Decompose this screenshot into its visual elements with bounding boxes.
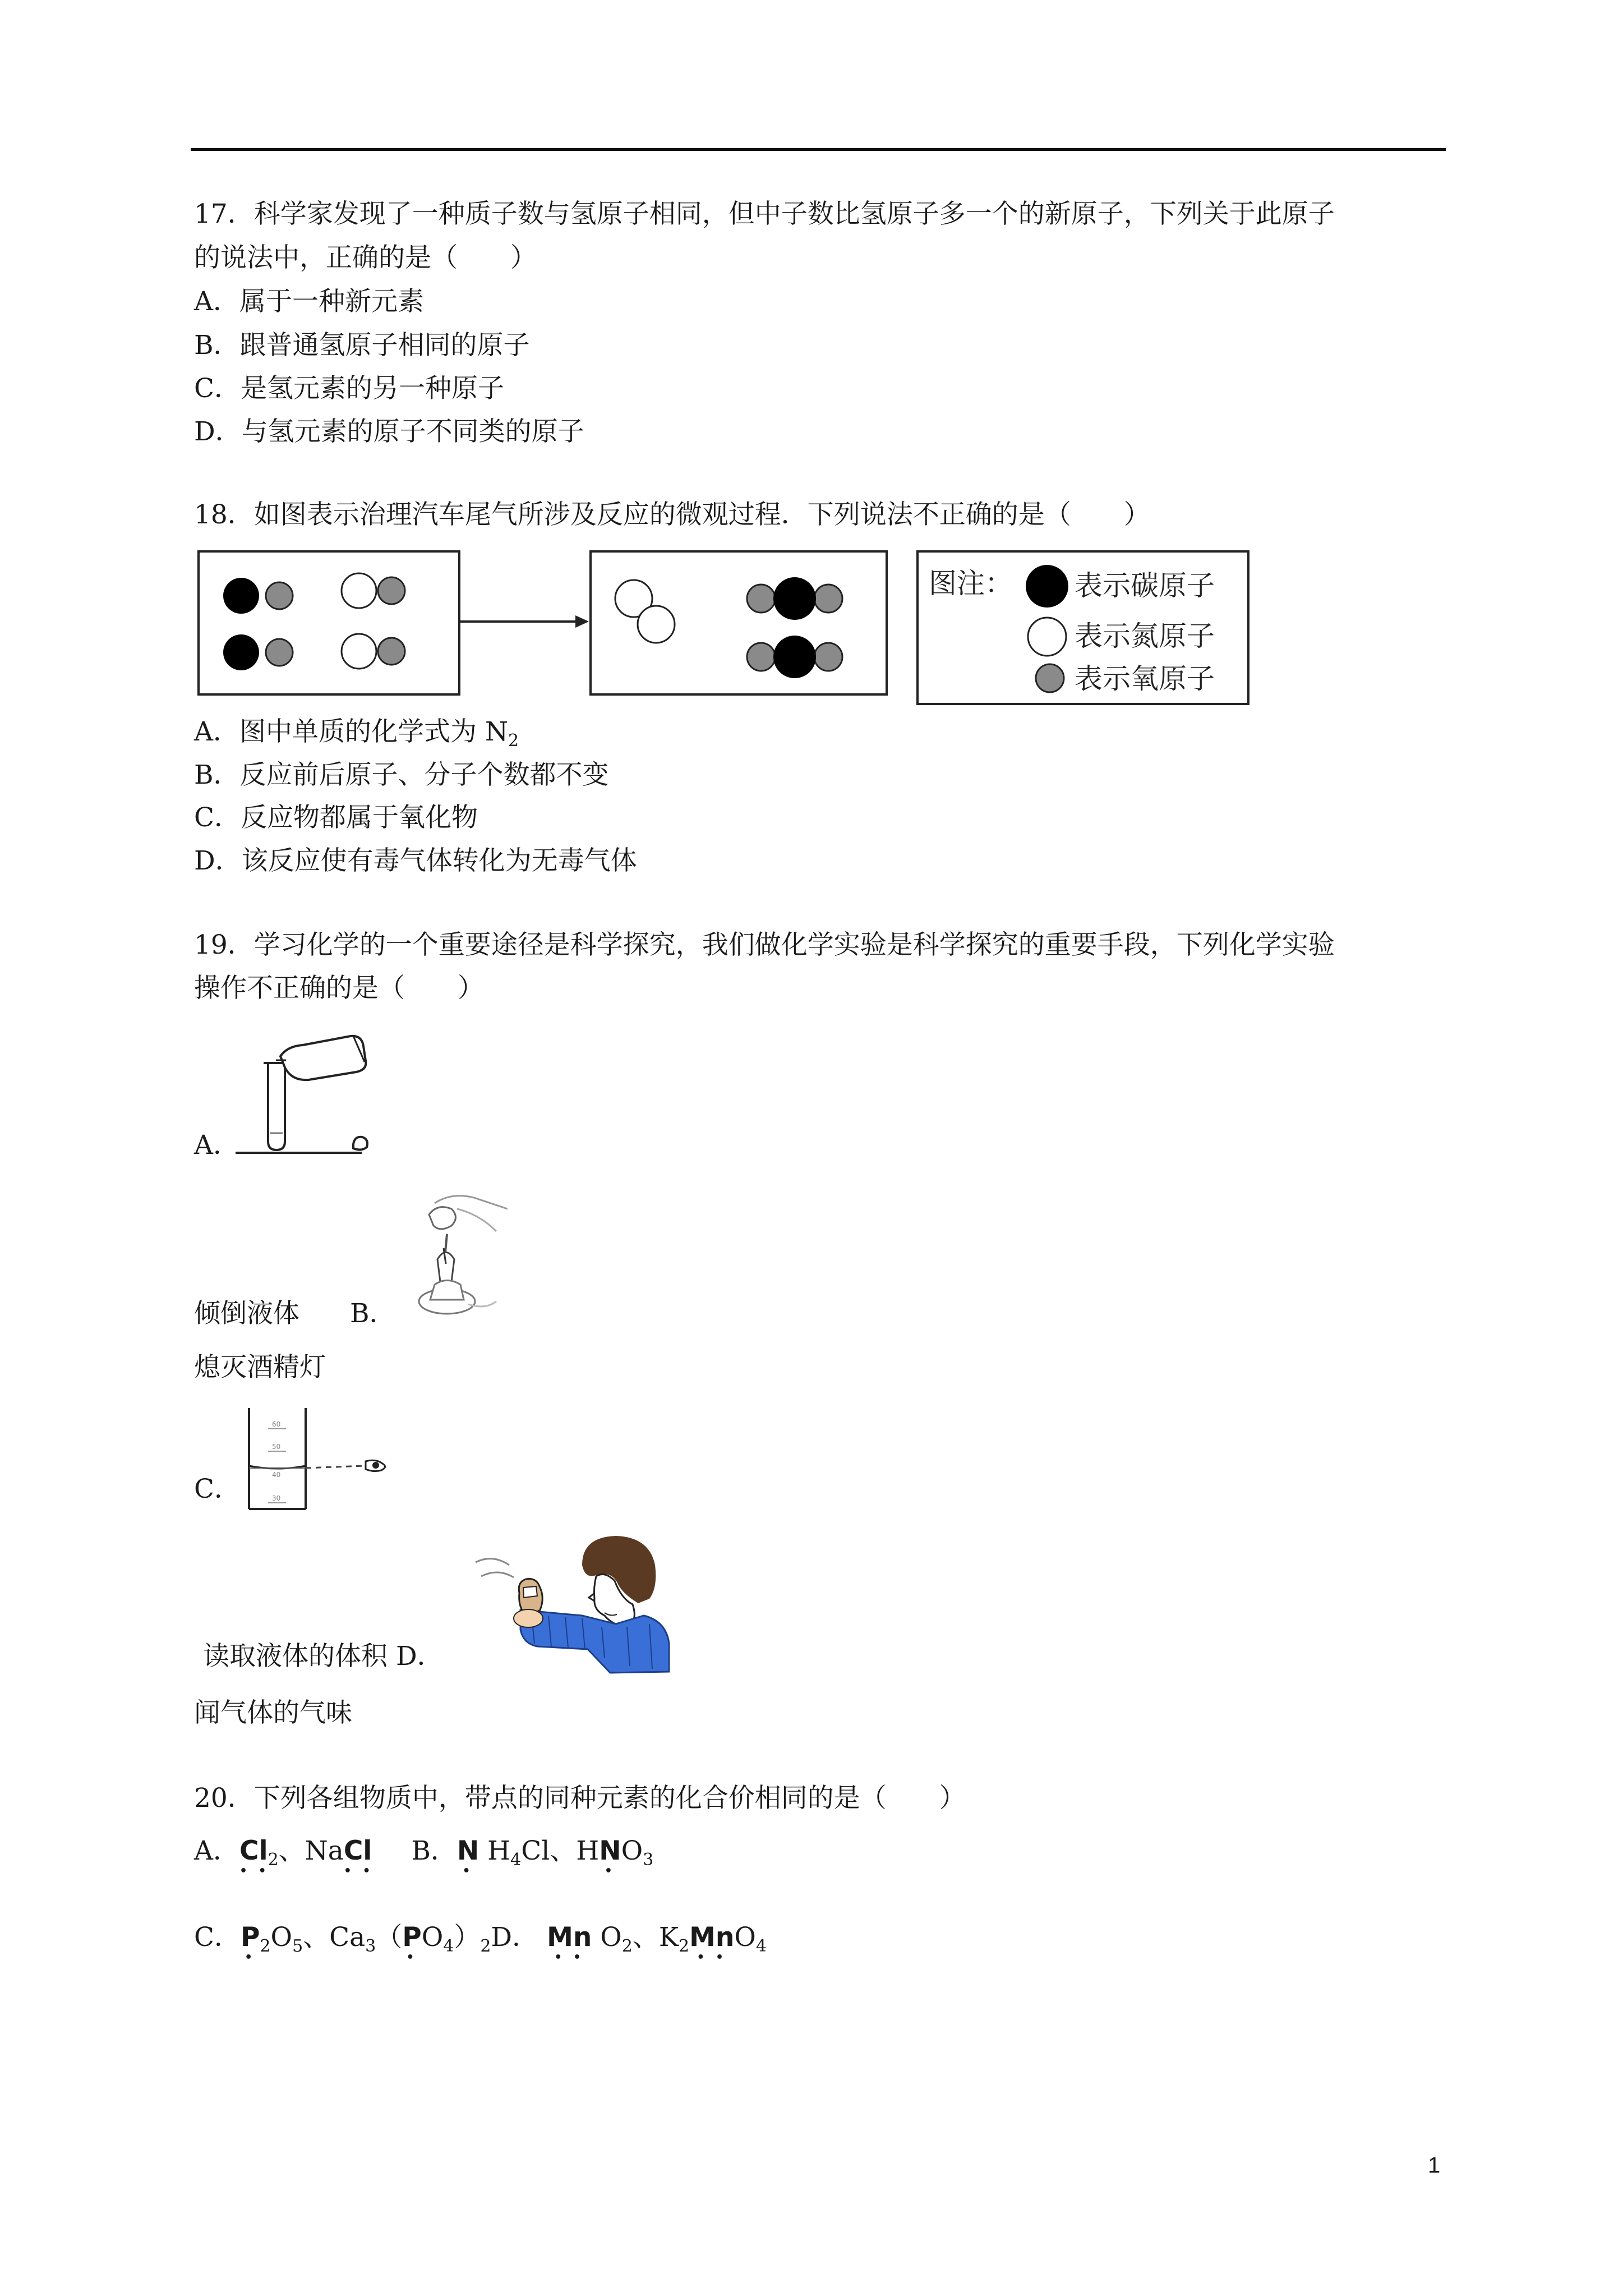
dotted-element-p: P • [402, 1922, 422, 1964]
q19-caption-a: 倾倒液体 B． [194, 1298, 396, 1329]
q17-stem-line1: 17．科学家发现了一种质子数与氢原子相同，但中子数比氢原子多一个的新原子，下列关于此原子 [194, 199, 1335, 229]
dotted-element-cl: Cl • • [343, 1835, 374, 1878]
q17-option-d: D．与氢元素的原子不同类的原子 [194, 416, 584, 447]
smell-gas-illustration [470, 1531, 683, 1677]
q17-stem-line2: 的说法中，正确的是（ ） [194, 242, 537, 273]
read-volume-illustration [241, 1405, 404, 1517]
q17-option-c: C．是氢元素的另一种原子 [194, 373, 504, 404]
oxygen-atom [266, 582, 293, 609]
q19-label-d: D． [395, 1641, 444, 1672]
arrow-head [575, 615, 589, 628]
svg-text:60: 60 [272, 1420, 281, 1428]
q19-label-c: C． [194, 1474, 241, 1504]
q19-caption-d: 闻气体的气味 [194, 1697, 352, 1728]
q18-reaction-diagram [196, 547, 1251, 710]
q19-label-b: B． [350, 1298, 396, 1329]
q20-options-cd: C．P • $_2O_5$、$Ca_3(P$ • $O_4)_2D$． Mn • • $O_2$、$K_2Mn$ • • $O_4$ [194, 1922, 767, 1964]
q18-option-c: C．反应物都属于氧化物 [194, 802, 478, 833]
oxygen-atom [378, 577, 405, 604]
oxygen-atom [747, 643, 775, 671]
oxygen-atom [814, 643, 842, 671]
carbon-atom [773, 636, 816, 678]
q20-label-c: C． [194, 1922, 241, 1953]
legend-carbon-label: 表示碳原子 [1075, 569, 1215, 602]
svg-text:40: 40 [272, 1471, 281, 1479]
legend-carbon-icon [1026, 565, 1068, 608]
q18-option-d: D．该反应使有毒气体转化为无毒气体 [194, 845, 637, 876]
legend-nitrogen-icon [1028, 618, 1066, 656]
q20-label-d: D． [491, 1922, 539, 1953]
q17-option-b: B．跟普通氢原子相同的原子 [194, 330, 530, 361]
legend-nitrogen-label: 表示氮原子 [1075, 620, 1215, 652]
carbon-atom [223, 634, 259, 670]
dotted-element-p: P • [240, 1922, 260, 1964]
header-rule [191, 148, 1446, 151]
q20-label-a: A． [194, 1835, 239, 1866]
q19-caption-b: 熄灭酒精灯 [194, 1352, 326, 1383]
q18-option-b: B．反应前后原子、分子个数都不变 [194, 760, 609, 790]
dotted-element-cl: Cl • • [239, 1835, 270, 1878]
oxygen-atom [747, 585, 775, 613]
q20-label-b: B． [411, 1835, 457, 1866]
nitrogen-atom [638, 606, 675, 643]
svg-text:50: 50 [272, 1443, 281, 1451]
oxygen-atom [378, 638, 405, 665]
carbon-atom [773, 577, 816, 620]
oxygen-atom [814, 585, 842, 613]
reactants-box [199, 551, 459, 694]
extinguish-lamp-illustration [412, 1192, 513, 1327]
svg-text:30: 30 [272, 1494, 281, 1502]
q20-stem: 20．下列各组物质中，带点的同种元素的化合价相同的是（ ） [194, 1783, 966, 1814]
products-box [591, 551, 887, 694]
q19-caption-c: 读取液体的体积 D． [203, 1641, 444, 1672]
legend-oxygen-label: 表示氧原子 [1075, 662, 1215, 695]
q20-options-ab: A．Cl • • $_2$、NaCl • • B．N • $H_4Cl$、HN • $O_3$ [194, 1835, 654, 1878]
carbon-atom [223, 578, 259, 614]
legend-title: 图注： [929, 567, 1013, 600]
nitrogen-atom [342, 634, 376, 669]
nitrogen-atom [342, 573, 376, 608]
page-number: 1 [1428, 2153, 1441, 2178]
pour-liquid-illustration [236, 1029, 370, 1161]
q17-option-a: A．属于一种新元素 [194, 286, 424, 317]
legend-oxygen-icon [1036, 664, 1064, 692]
q19-label-a: A． [194, 1130, 239, 1161]
q18-stem: 18．如图表示治理汽车尾气所涉及反应的微观过程．下列说法不正确的是（ ） [194, 499, 1150, 530]
oxygen-atom [266, 639, 293, 666]
dotted-element-mn: Mn • • [689, 1922, 735, 1964]
q18-option-a: A．图中单质的化学式为 $N_2$ [194, 716, 519, 751]
q19-stem-line1: 19．学习化学的一个重要途径是科学探究，我们做化学实验是科学探究的重要手段，下列化学实验 [194, 930, 1335, 960]
dotted-element-mn: Mn • • [547, 1922, 592, 1964]
q19-stem-line2: 操作不正确的是（ ） [194, 973, 484, 1004]
dotted-element-n: N • [599, 1835, 621, 1878]
dotted-element-n: N • [457, 1835, 479, 1878]
